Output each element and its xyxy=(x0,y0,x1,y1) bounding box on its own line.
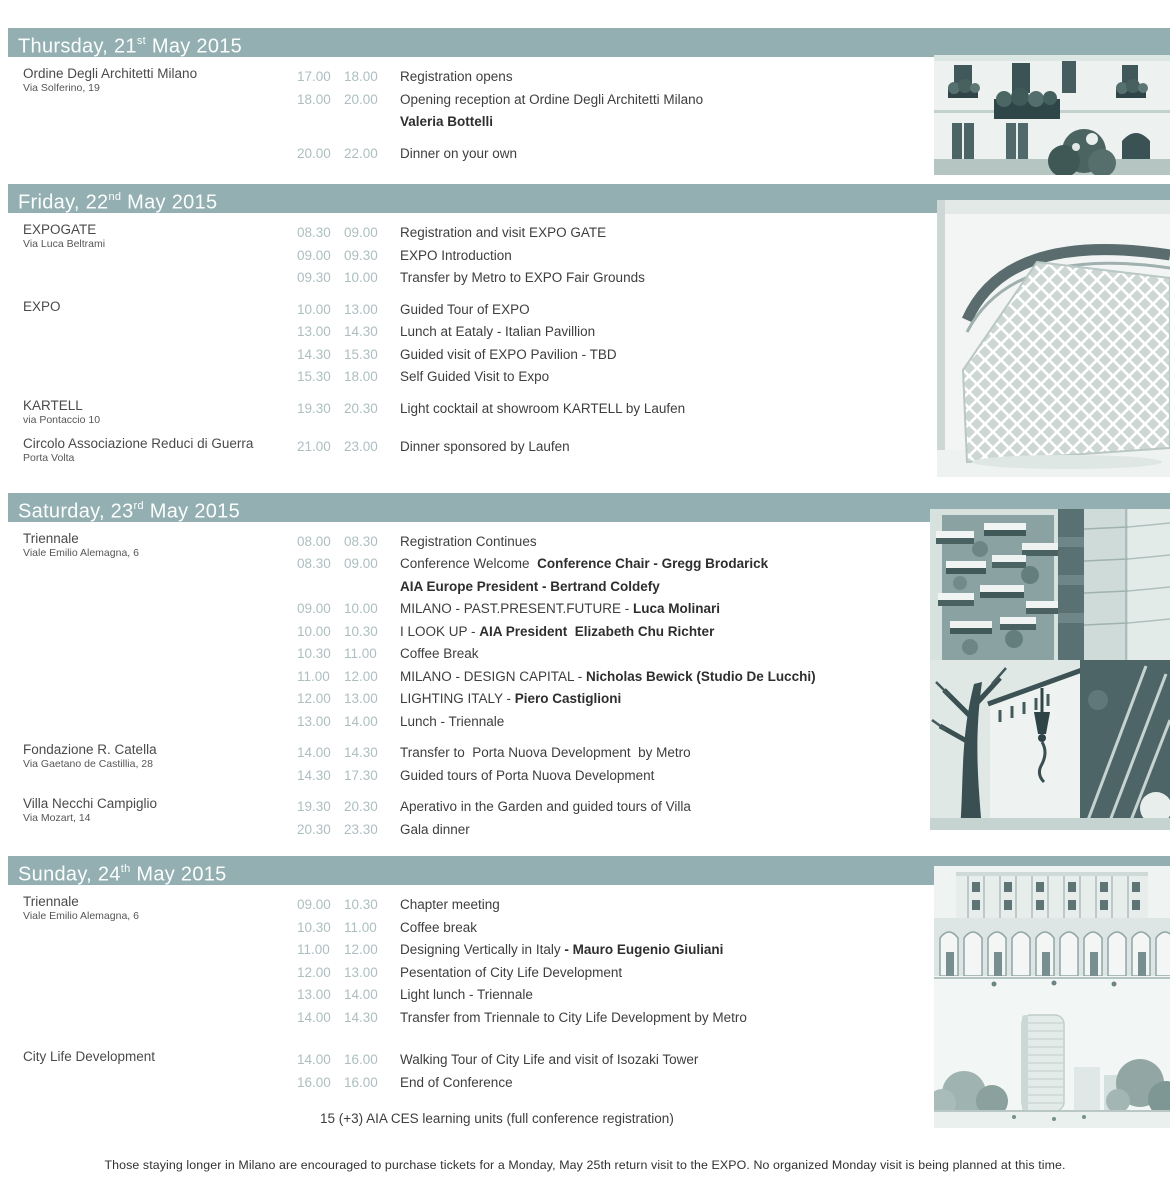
description-segment: Lunch - Triennale xyxy=(400,713,505,729)
venue-name: Circolo Associazione Reduci di Guerra xyxy=(23,435,254,451)
event-end-time: 11.00 xyxy=(344,919,377,935)
venue-name: Villa Necchi Campiglio xyxy=(23,796,158,811)
day-header-year: May 2015 xyxy=(130,863,227,886)
description-segment: Guided tours of Porta Nuova Development xyxy=(400,767,655,783)
day-header-text: Saturday, 23 xyxy=(18,500,134,523)
description-segment: Aperativo in the Garden and guided tours of Villa xyxy=(400,799,691,814)
footer-note: Those staying longer in Milano are encouraged to purchase tickets for a Monday, May 25th return visit to the EXPO. No organized Monday visit is being planned at this time. xyxy=(104,1157,1066,1172)
event-end-time: 13.00 xyxy=(344,964,378,980)
venue-name: City Life Development xyxy=(23,1049,156,1064)
description-segment: Dinner sponsored by Laufen xyxy=(400,438,570,454)
event-end-time: 17.30 xyxy=(344,767,378,783)
venue-address: via Pontaccio 10 xyxy=(23,413,101,426)
event-start-time: 19.30 xyxy=(297,799,331,814)
bosco-verticale-towers-photo xyxy=(930,509,1170,660)
event-end-time: 11.00 xyxy=(344,646,377,661)
description-segment: Luca Molinari xyxy=(633,601,721,616)
event-start-time: 13.00 xyxy=(297,324,331,339)
event-start-time: 10.00 xyxy=(297,623,331,639)
venue-name: Fondazione R. Catella xyxy=(23,742,157,757)
venue-cell xyxy=(0,66,297,134)
event-start-time: 18.00 xyxy=(297,91,331,107)
description-segment: Registration Continues xyxy=(400,533,537,549)
event-end-time: 14.00 xyxy=(344,987,378,1002)
description-segment: Walking Tour of City Life and visit of Isozaki Tower xyxy=(400,1052,699,1067)
triennale-arched-colonnade-photo xyxy=(934,866,1170,1009)
event-end-time: 14.30 xyxy=(344,745,378,760)
venue-address: Via Gaetano de Castillia, 28 xyxy=(23,758,153,770)
event-end-time: 14.30 xyxy=(344,1009,378,1025)
venue-address: Viale Emilio Alemagna, 6 xyxy=(23,910,139,922)
venue-name: KARTELL xyxy=(23,397,83,413)
venue-name: EXPO xyxy=(23,298,61,314)
description-segment: Nicholas Bewick (Studio De Lucchi) xyxy=(586,668,816,684)
day-header-year: May 2015 xyxy=(143,500,241,523)
event-end-time xyxy=(344,111,400,134)
description-segment: Chapter meeting xyxy=(400,897,500,912)
description-segment: Light cocktail at showroom KARTELL by Laufen xyxy=(400,400,686,416)
street-scene-with-tree-and-lantern-photo xyxy=(930,660,1170,830)
event-start-time: 12.00 xyxy=(297,964,331,980)
event-start-time: 14.00 xyxy=(297,1009,331,1025)
day-header-year: May 2015 xyxy=(146,35,243,58)
event-end-time: 10.30 xyxy=(344,897,378,912)
event-end-time: 10.00 xyxy=(344,601,378,616)
venue-name: Ordine Degli Architetti Milano xyxy=(23,66,198,81)
venue-address: Via Luca Beltrami xyxy=(23,238,106,250)
event-start-time: 10.30 xyxy=(297,646,331,661)
day-header-year: May 2015 xyxy=(121,191,218,214)
building-facade-illustration xyxy=(934,55,1170,175)
venue-name: Triennale xyxy=(23,894,79,909)
description-segment: Coffee break xyxy=(400,919,478,935)
description-segment: Self Guided Visit to Expo xyxy=(400,369,550,384)
event-start-time: 11.00 xyxy=(297,942,330,957)
event-start-time: 17.00 xyxy=(297,69,331,84)
venue-address: Via Mozart, 14 xyxy=(23,812,91,824)
event-end-time: 16.00 xyxy=(344,1052,378,1067)
expo-gate-lattice-structure-photo xyxy=(937,200,1170,477)
description-segment: Guided visit of EXPO Pavilion - TBD xyxy=(400,346,617,362)
description-segment: MILANO - DESIGN CAPITAL - xyxy=(400,668,587,684)
event-start-time: 13.00 xyxy=(297,713,331,729)
building-facade-with-flower-boxes-photo xyxy=(934,55,1170,175)
event-start-time: 09.30 xyxy=(297,270,331,285)
event-start-time: 08.30 xyxy=(297,556,331,571)
venue-cell xyxy=(0,436,297,465)
description-segment: Guided Tour of EXPO xyxy=(400,301,530,317)
description-segment: AIA President Elizabeth Chu Richter xyxy=(479,623,715,639)
event-start-time: 14.30 xyxy=(297,767,331,783)
event-end-time: 14.00 xyxy=(344,713,378,729)
venue-address: Porta Volta xyxy=(23,451,75,464)
event-start-time: 16.00 xyxy=(297,1074,331,1090)
street-scene-illustration xyxy=(930,660,1170,830)
learning-units-note: 15 (+3) AIA CES learning units (full conference registration) xyxy=(320,1111,674,1126)
description-segment: Pesentation of City Life Development xyxy=(400,964,623,980)
day-ordinal-suffix: rd xyxy=(133,499,144,512)
venue-address: Viale Emilio Alemagna, 6 xyxy=(23,546,139,559)
description-segment: Registration and visit EXPO GATE xyxy=(400,225,607,240)
description-segment: Registration opens xyxy=(400,69,513,84)
event-end-time: 18.00 xyxy=(344,369,378,384)
event-start-time: 08.00 xyxy=(297,533,331,549)
venue-name: EXPOGATE xyxy=(23,222,97,237)
event-end-time: 22.00 xyxy=(344,145,378,161)
event-start-time: 15.30 xyxy=(297,369,331,384)
venue-cell xyxy=(0,742,297,787)
description-segment: AIA Europe President - Bertrand Coldefy xyxy=(400,578,660,594)
event-end-time: 13.00 xyxy=(344,301,378,317)
event-start-time: 20.30 xyxy=(297,821,331,837)
event-start-time: 21.00 xyxy=(297,438,331,454)
description-segment: End of Conference xyxy=(400,1074,513,1090)
event-start-time: 09.00 xyxy=(297,247,331,263)
venue-cell xyxy=(0,222,297,290)
event-start-time: 20.00 xyxy=(297,145,331,161)
event-start-time: 10.00 xyxy=(297,301,331,317)
description-segment: Valeria Bottelli xyxy=(400,114,494,129)
event-end-time: 10.30 xyxy=(344,623,378,639)
venue-cell xyxy=(0,894,297,1029)
event-end-time: 15.30 xyxy=(344,346,378,362)
event-end-time: 12.00 xyxy=(344,942,378,957)
description-segment: Opening reception at Ordine Degli Architetti Milano xyxy=(400,91,704,107)
description-segment: Designing Vertically in Italy xyxy=(400,942,565,957)
event-end-time: 23.00 xyxy=(344,438,378,454)
description-segment: Transfer from Triennale to City Life Development by Metro xyxy=(400,1009,747,1025)
description-segment: Transfer to Porta Nuova Development by Metro xyxy=(400,745,691,760)
city-life-tower-illustration xyxy=(934,1009,1170,1128)
event-start-time: 11.00 xyxy=(297,668,330,684)
description-segment: Conference Chair - Gregg Brodarick xyxy=(537,556,769,571)
description-segment: Dinner on your own xyxy=(400,145,518,161)
event-end-time: 09.00 xyxy=(344,225,378,240)
day-header-text: Sunday, 24 xyxy=(18,863,121,886)
event-end-time: 08.30 xyxy=(344,533,378,549)
description-segment: I LOOK UP - xyxy=(400,623,480,639)
venue-cell xyxy=(0,1049,297,1094)
description-segment: Light lunch - Triennale xyxy=(400,987,533,1002)
description-segment: Gala dinner xyxy=(400,821,470,837)
description-segment: EXPO Introduction xyxy=(400,247,512,263)
venue-cell xyxy=(0,531,297,734)
description-segment: LIGHTING ITALY - xyxy=(400,691,515,706)
venue-cell xyxy=(0,796,297,841)
event-end-time: 20.30 xyxy=(344,799,378,814)
event-start-time: 10.30 xyxy=(297,919,331,935)
event-end-time: 13.00 xyxy=(344,691,378,706)
description-segment: Coffee Break xyxy=(400,646,479,661)
event-end-time: 14.30 xyxy=(344,324,378,339)
triennale-illustration xyxy=(934,866,1170,1009)
event-start-time: 14.00 xyxy=(297,1052,331,1067)
event-end-time: 16.00 xyxy=(344,1074,378,1090)
event-start-time xyxy=(297,111,344,134)
city-life-tower-rendering-photo xyxy=(934,1009,1170,1128)
event-start-time: 09.00 xyxy=(297,601,331,616)
venue-address: Via Solferino, 19 xyxy=(23,82,100,94)
event-end-time xyxy=(344,576,400,599)
event-end-time: 20.30 xyxy=(344,400,378,416)
venue-name: Triennale xyxy=(23,530,79,546)
description-segment: MILANO - PAST.PRESENT.FUTURE - xyxy=(400,601,634,616)
event-start-time xyxy=(297,576,344,599)
event-end-time: 09.00 xyxy=(344,556,378,571)
event-end-time: 09.30 xyxy=(344,247,378,263)
event-start-time: 13.00 xyxy=(297,987,331,1002)
day-header-text: Thursday, 21 xyxy=(18,35,137,58)
day-ordinal-suffix: th xyxy=(120,863,131,875)
venue-cell xyxy=(0,143,297,166)
event-start-time: 12.00 xyxy=(297,691,331,706)
event-end-time: 20.00 xyxy=(344,91,378,107)
event-end-time: 10.00 xyxy=(344,270,378,285)
event-start-time: 09.00 xyxy=(297,897,331,912)
day-header-thursday xyxy=(8,28,1170,57)
expo-gate-illustration xyxy=(937,200,1170,477)
day-ordinal-suffix: nd xyxy=(108,191,122,203)
event-start-time: 14.00 xyxy=(297,745,331,760)
event-start-time: 19.30 xyxy=(297,400,331,416)
event-end-time: 12.00 xyxy=(344,668,378,684)
day-ordinal-suffix: st xyxy=(136,35,147,47)
venue-cell xyxy=(0,398,297,427)
description-segment: Transfer by Metro to EXPO Fair Grounds xyxy=(400,270,645,285)
event-start-time: 14.30 xyxy=(297,346,331,362)
event-end-time: 18.00 xyxy=(344,69,378,84)
description-segment: - Mauro Eugenio Giuliani xyxy=(564,942,724,957)
event-start-time: 08.30 xyxy=(297,225,331,240)
description-segment: Conference Welcome xyxy=(400,556,538,571)
description-segment: Piero Castiglioni xyxy=(514,691,622,706)
event-end-time: 23.30 xyxy=(344,821,378,837)
description-segment: Lunch at Eataly - Italian Pavillion xyxy=(400,324,596,339)
bosco-verticale-illustration xyxy=(930,509,1170,660)
day-header-text: Friday, 22 xyxy=(18,191,109,214)
venue-cell xyxy=(0,299,297,389)
